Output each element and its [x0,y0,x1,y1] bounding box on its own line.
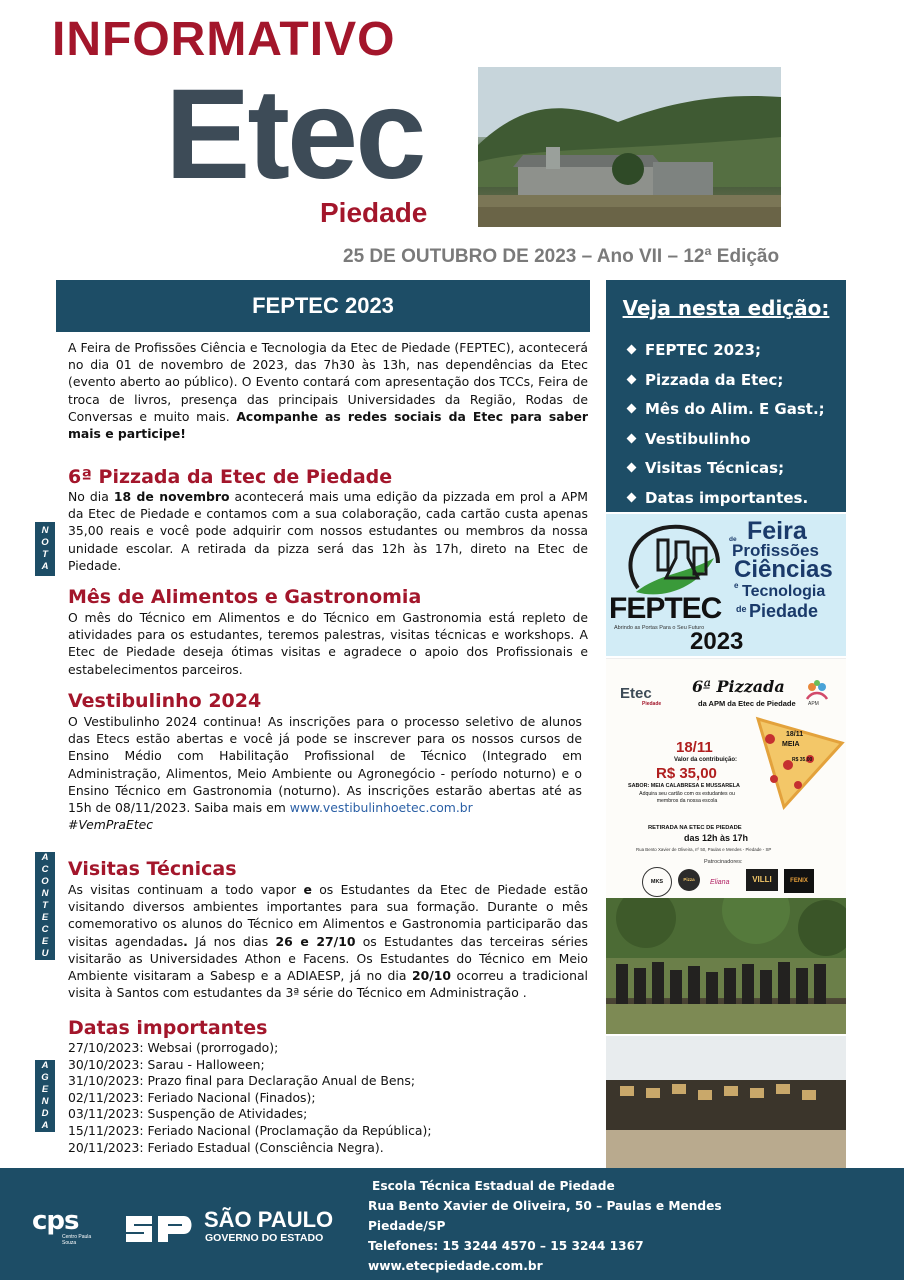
datas-heading: Datas importantes [68,1017,268,1039]
diamond-bullet-icon [627,374,637,384]
side-tag-aconteceu [35,852,55,960]
feptec-logo-e: e [734,581,739,590]
edition-contents-item [628,454,825,484]
edition-contents-label: Pizzada da Etec; [645,370,784,389]
diamond-bullet-icon [627,404,637,414]
datas-item [68,1073,588,1090]
feptec-text-bold: Acompanhe as redes sociais da Etec para saber mais e participe! [68,408,588,442]
apm-logo-icon [804,679,830,703]
edition-contents-item [628,484,825,514]
pizzada-text-pre: No dia [68,489,114,504]
sponsor-logo-pizza: Pizza [678,869,700,891]
datas-item [68,1106,588,1123]
feptec-logo-tagline: Abrindo as Portas Para o Seu Futuro [614,625,705,631]
diamond-bullet-icon [627,345,637,355]
side-tag-agenda [35,1060,55,1132]
diamond-bullet-icon [627,463,637,473]
datas-item-date: 30/10/2023 [68,1056,140,1072]
datas-item-date: 03/11/2023 [68,1106,140,1122]
visitas-date-bold: 20/10 [411,968,451,984]
sponsor-logo-villi: VILLI [746,869,778,891]
pizza-slice-icon [754,715,846,811]
sp-governo-subtitle: GOVERNO DO ESTADO [205,1232,324,1244]
datas-item-text: : Prazo final para Declaração Anual de Bens; [139,1073,416,1089]
edition-contents-title: Veja nesta edição: [622,296,830,320]
side-tag-letter: A [41,1060,49,1071]
visitas-text-2: os Estudantes da Etec de Piedade estão visitando diversos ambientes importantes para sua formação. Durante o mês comemorativo os alunos do Técnico em Alimentos e Gastronomia participarão das visitas agendadas [68,882,588,949]
vestibulinho-heading: Vestibulinho 2024 [68,690,262,712]
edition-contents-item [628,425,825,455]
edition-contents-box [606,280,846,512]
side-tag-letter: A [41,1120,49,1131]
pizza-flyer-etec-sub: Piedade [642,701,662,707]
alimentos-paragraph: O mês do Técnico em Alimentos e do Técnico em Gastronomia está repleto de atividades para os estudantes, teremos palestras, visitas técnicas e workshops. A Etec de Piedade deseja ótimas visitas e agradece o apoio dos Profissionais e estabelecimentos parceiros. [68,610,588,677]
datas-item [68,1090,588,1107]
datas-item [68,1123,588,1140]
datas-item-date: 20/11/2023 [68,1139,140,1155]
datas-item-date: 15/11/2023 [68,1122,140,1138]
side-tag-letter: O [41,876,49,887]
footer-bar [0,1168,904,1280]
feptec-logo-panel [606,514,846,656]
footer-phones: Telefones: 15 3244 4570 – 15 3244 1367 [368,1239,644,1253]
pizza-flyer-endereco: Rua Bento Xavier de Oliveira, nº 50, Paulas e Mendes - Piedade - SP [636,847,772,852]
pizza-flyer-price: R$ 35,00 [656,765,717,782]
datas-item [68,1140,588,1157]
edition-contents-item [628,336,825,366]
side-tag-letter: T [42,549,48,560]
pizza-flyer-retirada: RETIRADA NA ETEC DE PIEDADE [648,825,742,831]
visitas-text-1: As visitas continuam a todo vapor [68,882,304,897]
side-tag-letter: A [41,561,49,572]
side-tag-letter: E [41,936,49,947]
pizzada-date-bold: 18 de novembro [113,489,230,504]
feptec-flask-icon [618,518,730,602]
pizza-flyer-subtitle: da APM da Etec de Piedade [698,699,796,708]
pizza-slice-meia: MEIA [782,741,800,748]
side-tag-letter: E [41,912,49,923]
students-group-photo-beach [606,1036,846,1170]
footer-school-name: Escola Técnica Estadual de Piedade [372,1179,615,1193]
feptec-logo-tecnologia: Tecnologia [742,583,826,600]
side-tag-letter: N [41,1096,49,1107]
datas-item-text: : Feriado Estadual (Consciência Negra). [139,1139,384,1155]
edition-contents-label: FEPTEC 2023; [645,341,761,359]
apm-logo-label: APM [808,701,819,707]
sponsor-logo-fenix: FENIX [784,869,814,893]
side-tag-letter: O [41,537,49,548]
students-group-photo-park [606,898,846,1034]
feptec-logo-year: 2023 [690,628,744,655]
visitas-text-3: Já nos dias [187,933,276,949]
edition-contents-item [628,366,825,396]
side-tag-letter: A [41,852,49,863]
footer-contact-block [368,1176,722,1276]
pizzada-heading: 6ª Pizzada da Etec de Piedade [68,466,393,488]
pizza-flyer-patrocinadores: Patrocinadores: [704,859,743,865]
datas-list [68,1040,588,1156]
datas-item-date: 31/10/2023 [68,1073,140,1089]
masthead-piedade: Piedade [320,197,428,228]
feptec-logo-small-de: de [729,536,737,543]
feptec-logo-de2: de [736,604,747,614]
visitas-text-4: os Estudantes das terceiras séries visitarão as Universidades Athon e Facens. Os Estudantes do Técnico em Meio Ambiente visitaram a Sabesp e a ADIAESP, já no dia [68,933,589,984]
datas-item [68,1057,588,1074]
feptec-paragraph [68,339,588,442]
datas-item [68,1040,588,1057]
footer-city: Piedade/SP [368,1219,446,1233]
datas-item-date: 02/11/2023 [68,1089,140,1105]
side-tag-letter: C [41,864,49,875]
edition-contents-label: Datas importantes. [645,488,809,507]
vestibulinho-text: O Vestibulinho 2024 continua! As inscrições para o processo seletivo de alunos das Etecs estão abertas e você já pode se inscrever para os nossos cursos de Ensino Médio com Habilitação Profissional de Técnico (Integrado em Administração, Alimentos, Meio Ambiente ou Agronegócio - período noturno) e o Ensino Técnico em Gastronomia (noturno). As inscrições estarão abertas até as 15h de 08/11/2023. Saiba mais em [68,714,582,816]
pizza-flyer-date: 18/11 [676,739,713,756]
side-tag-letter: D [41,1108,49,1119]
vestibulinho-paragraph [68,713,582,833]
pizza-slice-price: R$ 35,00 [792,757,813,763]
visitas-paragraph [68,881,588,1001]
pizza-flyer-sabor: SABOR: MEIA CALABRESA E MUSSARELA [628,783,740,789]
cps-logo-subtitle: Centro Paula Souza [62,1234,92,1246]
pizza-slice-date: 18/11 [786,731,804,738]
datas-item-text: : Feriado Nacional (Finados); [139,1089,316,1105]
datas-item-text: : Feriado Nacional (Proclamação da República); [139,1122,432,1138]
pizzada-text-post: acontecerá mais uma edição da pizzada em prol a APM da Etec de Piedade e contamos com a sua colaboração, cada cartão custa apenas 35,00 reais e você pode adquirir com nossos estudantes ou membros da nossa unidade escolar. A retirada da pizza será das 12h às 17h, direto na Etec de Piedade. [68,489,588,573]
pizza-flyer-adquira: Adquira seu cartão com os estudantes ou membros da nossa escola [639,791,735,804]
masthead-informativo: INFORMATIVO [52,13,396,66]
visitas-text-e: e [303,882,312,897]
datas-item-text: : Sarau - Halloween; [139,1056,265,1072]
feptec-section-header: FEPTEC 2023 [56,280,590,332]
side-tag-letter: E [41,1084,49,1095]
feptec-logo-ciencias: Ciências [734,556,833,583]
visitas-text-5: ocorreu a tradicional visita à Santos com estudantes da 3ª série do Técnico em Administração . [68,968,588,1001]
edition-contents-label: Visitas Técnicas; [645,459,785,477]
header-painting-image [478,67,781,227]
edition-line: 25 DE OUTUBRO DE 2023 – Ano VII – 12ª Edição [343,246,780,267]
sp-governo-title: SÃO PAULO [204,1207,334,1232]
feptec-logo-wordmark: FEPTEC [609,592,722,625]
feptec-logo-profissoes: Profissões [732,541,819,560]
side-tag-letter: N [41,888,49,899]
side-tag-letter: U [41,948,49,959]
footer-address: Rua Bento Xavier de Oliveira, 50 – Paulas e Mendes [368,1199,722,1213]
visitas-text-dot: . [183,933,188,949]
side-tag-letter: T [42,900,48,911]
edition-contents-list [628,336,825,513]
feptec-text: A Feira de Profissões Ciência e Tecnologia da Etec de Piedade (FEPTEC), acontecerá no dia 01 de novembro de 2023, das 7h30 às 13h, nas dependências da Etec (evento aberto ao público). O Evento contará com apresentação dos TCCs, Feira de troca de livros, presença das principais Universidades da Região, Rodas de Conversas e muito mais. [68,340,588,424]
datas-item-text: : Suspenção de Atividades; [139,1106,308,1122]
feptec-logo-feira: Feira [747,517,807,545]
visitas-days-bold: 26 e 27/10 [275,933,356,949]
diamond-bullet-icon [627,492,637,502]
edition-contents-label: Vestibulinho [645,429,751,448]
vestibulinho-hashtag: #VemPraEtec [68,817,154,833]
feptec-logo-piedade: Piedade [749,601,819,621]
side-tag-nota [35,522,55,576]
pizzada-flyer [606,658,846,899]
sponsor-logo-eliana: Eliana [710,879,730,886]
side-tag-letter: C [41,924,49,935]
datas-item-date: 27/10/2023 [68,1040,140,1055]
pizza-flyer-valor-label: Valor da contribuição: [674,757,738,763]
footer-website-link[interactable]: www.etecpiedade.com.br [368,1259,543,1273]
pizza-flyer-horario: das 12h às 17h [684,833,749,843]
edition-contents-item [628,395,825,425]
visitas-heading: Visitas Técnicas [68,858,237,880]
side-tag-letter: N [41,525,49,536]
diamond-bullet-icon [627,433,637,443]
pizza-flyer-title: 6ª Pizzada [692,677,785,696]
pizzada-paragraph [68,488,588,574]
datas-item-text: : Websai (prorrogado); [139,1040,279,1055]
alimentos-heading: Mês de Alimentos e Gastronomia [68,586,422,608]
cps-logo: cps [32,1206,79,1236]
side-tag-letter: G [41,1072,49,1083]
pizza-flyer-etec-logo: Etec [620,685,652,702]
sp-governo-logo-icon [122,1210,194,1246]
edition-contents-label: Mês do Alim. E Gast.; [645,400,825,418]
masthead-etec: Etec [165,63,424,206]
sponsor-logo-mks: MKS [642,867,672,897]
vestibulinho-link[interactable]: www.vestibulinhoetec.com.br [289,800,473,816]
